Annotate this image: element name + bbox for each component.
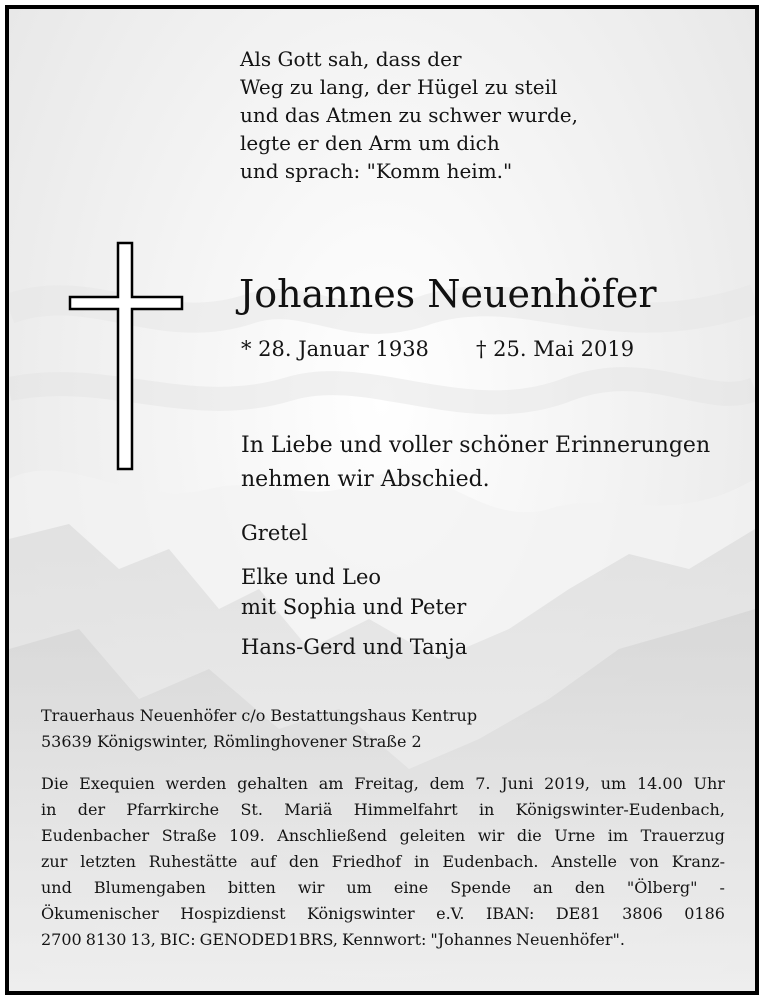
service-word: um bbox=[600, 774, 627, 793]
service-line bbox=[41, 823, 725, 849]
service-word: Himmelfahrt bbox=[353, 800, 458, 819]
poem-line: und sprach: "Komm heim." bbox=[240, 159, 513, 183]
poem-line: Weg zu lang, der Hügel zu steil bbox=[240, 75, 558, 99]
mourning-house-address bbox=[41, 703, 477, 755]
service-word: werden bbox=[165, 774, 227, 793]
address-line: Trauerhaus Neuenhöfer c/o Bestattungshaus Kentrup bbox=[41, 706, 478, 725]
service-word: Eudenbacher bbox=[41, 826, 150, 845]
mourner-group: mit Sophia und Peter bbox=[241, 595, 467, 619]
service-word: 7. bbox=[475, 774, 491, 793]
service-line bbox=[41, 875, 725, 901]
service-line bbox=[41, 797, 725, 823]
service-word: wir bbox=[297, 878, 325, 897]
service-word: 0186 bbox=[684, 904, 725, 923]
service-word: Spende bbox=[450, 878, 511, 897]
service-word: Die bbox=[41, 774, 69, 793]
service-word: BIC: bbox=[159, 930, 196, 949]
farewell-line: In Liebe und voller schöner Erinnerungen bbox=[241, 433, 711, 458]
service-word: eine bbox=[393, 878, 429, 897]
service-word: in bbox=[41, 800, 57, 819]
service-word: den bbox=[574, 878, 605, 897]
service-word: Exequien bbox=[79, 774, 155, 793]
mourners-list bbox=[241, 518, 467, 662]
service-word: Urne bbox=[554, 826, 596, 845]
service-word: im bbox=[607, 826, 629, 845]
service-word: in bbox=[478, 800, 495, 819]
service-word: der bbox=[77, 800, 106, 819]
service-word: Kennwort: bbox=[341, 930, 427, 949]
death-date: † 25. Mai 2019 bbox=[476, 337, 635, 361]
service-word: wir bbox=[477, 826, 505, 845]
service-word: in bbox=[414, 852, 430, 871]
service-word: IBAN: bbox=[485, 904, 535, 923]
service-word: am bbox=[318, 774, 344, 793]
service-word: Anschließend bbox=[277, 826, 388, 845]
service-word: die bbox=[516, 826, 542, 845]
service-word: 2700 bbox=[41, 930, 82, 949]
service-word: Hospizdienst bbox=[180, 904, 286, 923]
farewell-text bbox=[241, 429, 710, 497]
service-word: 14.00 bbox=[636, 774, 683, 793]
service-word: Trauerzug bbox=[640, 826, 725, 845]
service-word: gehalten bbox=[237, 774, 308, 793]
service-word: Mariä bbox=[284, 800, 333, 819]
birth-date: * 28. Januar 1938 bbox=[241, 337, 429, 361]
service-word: Friedhof bbox=[331, 852, 402, 871]
service-word: 109. bbox=[229, 826, 265, 845]
service-word: Straße bbox=[161, 826, 217, 845]
service-word: "Johannes bbox=[430, 930, 512, 949]
service-word: an bbox=[533, 878, 553, 897]
service-word: von bbox=[629, 852, 659, 871]
service-word: den bbox=[288, 852, 319, 871]
mourner-group: Elke und Leo bbox=[241, 565, 382, 589]
deceased-name: Johannes Neuenhöfer bbox=[239, 272, 657, 316]
service-word: Uhr bbox=[693, 774, 725, 793]
service-word: Juni bbox=[501, 774, 534, 793]
service-word: Königswinter bbox=[306, 904, 415, 923]
service-word: auf bbox=[250, 852, 277, 871]
service-word: DE81 bbox=[555, 904, 601, 923]
service-word: - bbox=[719, 878, 725, 897]
service-line bbox=[41, 849, 725, 875]
service-word: Neuenhöfer". bbox=[515, 930, 625, 949]
service-word: 13, bbox=[130, 930, 156, 949]
service-word: um bbox=[346, 878, 372, 897]
mourner-group: Hans-Gerd und Tanja bbox=[241, 635, 468, 659]
service-word: 3806 bbox=[622, 904, 663, 923]
service-word: St. bbox=[240, 800, 263, 819]
service-word: und bbox=[41, 878, 72, 897]
address-line: 53639 Königswinter, Römlinghovener Straße 2 bbox=[41, 732, 422, 751]
service-word: Königswinter-Eudenbach, bbox=[515, 800, 725, 819]
service-word: dem bbox=[429, 774, 465, 793]
service-line bbox=[41, 771, 725, 797]
service-word: Pfarrkirche bbox=[126, 800, 220, 819]
service-word: Ökumenischer bbox=[41, 904, 159, 923]
service-line bbox=[41, 901, 725, 927]
service-word: "Ölberg" bbox=[626, 878, 698, 897]
mourner-group: Gretel bbox=[241, 521, 308, 545]
service-word: 2019, bbox=[544, 774, 590, 793]
service-word: Anstelle bbox=[551, 852, 618, 871]
service-word: geleiten bbox=[399, 826, 466, 845]
service-word: bitten bbox=[227, 878, 276, 897]
farewell-line: nehmen wir Abschied. bbox=[241, 467, 490, 492]
service-line bbox=[41, 927, 725, 953]
service-word: 8130 bbox=[85, 930, 127, 949]
poem-line: Als Gott sah, dass der bbox=[240, 47, 462, 71]
poem-line: und das Atmen zu schwer wurde, bbox=[240, 103, 578, 127]
poem bbox=[240, 45, 578, 185]
service-word: e.V. bbox=[436, 904, 465, 923]
service-word: Kranz- bbox=[671, 852, 725, 871]
poem-line: legte er den Arm um dich bbox=[240, 131, 500, 155]
cross-icon bbox=[67, 241, 185, 471]
service-word: zur bbox=[41, 852, 68, 871]
service-word: GENODED1BRS, bbox=[199, 930, 338, 949]
service-word: Ruhestätte bbox=[148, 852, 238, 871]
service-word: Blumengaben bbox=[93, 878, 206, 897]
funeral-service-details bbox=[41, 771, 725, 953]
service-word: letzten bbox=[80, 852, 136, 871]
service-word: Eudenbach. bbox=[442, 852, 539, 871]
life-dates bbox=[241, 335, 635, 363]
service-word: Freitag, bbox=[354, 774, 419, 793]
obituary-frame bbox=[5, 5, 759, 995]
